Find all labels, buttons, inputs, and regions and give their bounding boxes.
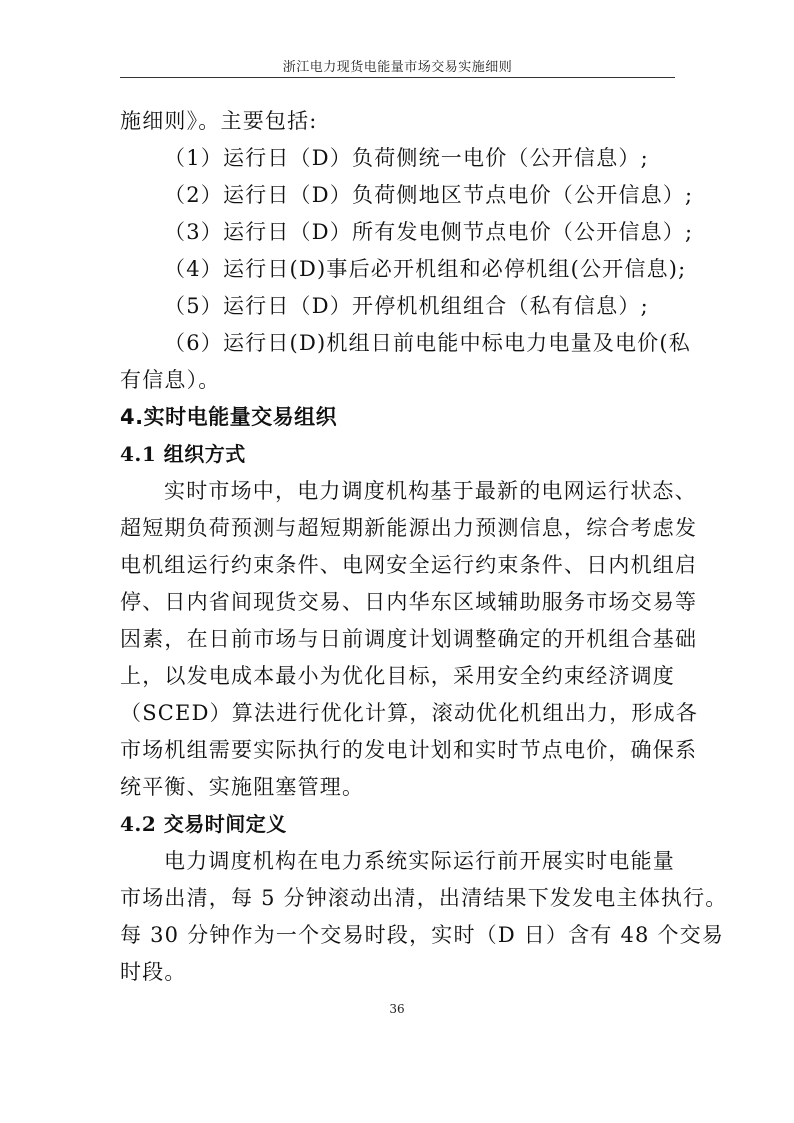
list-item: （3）运行日（D）所有发电侧节点电价（公开信息）;	[164, 220, 694, 244]
list-item: （2）运行日（D）负荷侧地区节点电价（公开信息）;	[164, 183, 694, 207]
paragraph-line: 电力调度机构在电力系统实际运行前开展实时电能量	[164, 849, 675, 873]
paragraph-line: 每 30 分钟作为一个交易时段，实时（D 日）含有 48 个交易	[120, 923, 725, 947]
list-item: （6）运行日(D)机组日前电能中标电力电量及电价(私	[164, 331, 691, 355]
subsection-heading: 4.1 组织方式	[120, 442, 246, 466]
list-item: （1）运行日（D）负荷侧统一电价（公开信息）;	[164, 146, 649, 170]
paragraph-line: 停、日内省间现货交易、日内华东区域辅助服务市场交易等	[120, 590, 698, 614]
list-item: （4）运行日(D)事后必开机组和必停机组(公开信息);	[164, 257, 687, 281]
paragraph-line: （SCED）算法进行优化计算，滚动优化机组出力，形成各	[120, 701, 699, 725]
paragraph-line: 电机组运行约束条件、电网安全运行约束条件、日内机组启	[120, 553, 698, 577]
list-item: （5）运行日（D）开停机机组组合（私有信息）;	[164, 294, 649, 318]
paragraph-line: 时段。	[120, 960, 187, 984]
running-header: 浙江电力现货电能量市场交易实施细则	[282, 60, 513, 75]
paragraph-line: 市场出清，每 5 分钟滚动出清，出清结果下发发电主体执行。	[120, 886, 728, 910]
paragraph-line: 实时市场中，电力调度机构基于最新的电网运行状态、	[164, 479, 697, 503]
subsection-heading: 4.2 交易时间定义	[120, 812, 287, 836]
paragraph-line: 市场机组需要实际执行的发电计划和实时节点电价，确保系	[120, 738, 698, 762]
paragraph-line: 统平衡、实施阻塞管理。	[120, 775, 365, 799]
page-body	[120, 103, 728, 991]
paragraph-line: 超短期负荷预测与超短期新能源出力预测信息，综合考虑发	[120, 516, 698, 540]
paragraph-line: 因素，在日前市场与日前调度计划调整确定的开机组合基础	[120, 627, 698, 651]
intro-line: 施细则》。主要包括:	[120, 109, 318, 133]
list-item-continuation: 有信息）。	[120, 368, 221, 392]
header-divider	[120, 77, 675, 78]
page-number: 36	[389, 1002, 405, 1016]
section-heading: 4.实时电能量交易组织	[120, 405, 338, 429]
paragraph-line: 上，以发电成本最小为优化目标，采用安全约束经济调度	[120, 664, 675, 688]
